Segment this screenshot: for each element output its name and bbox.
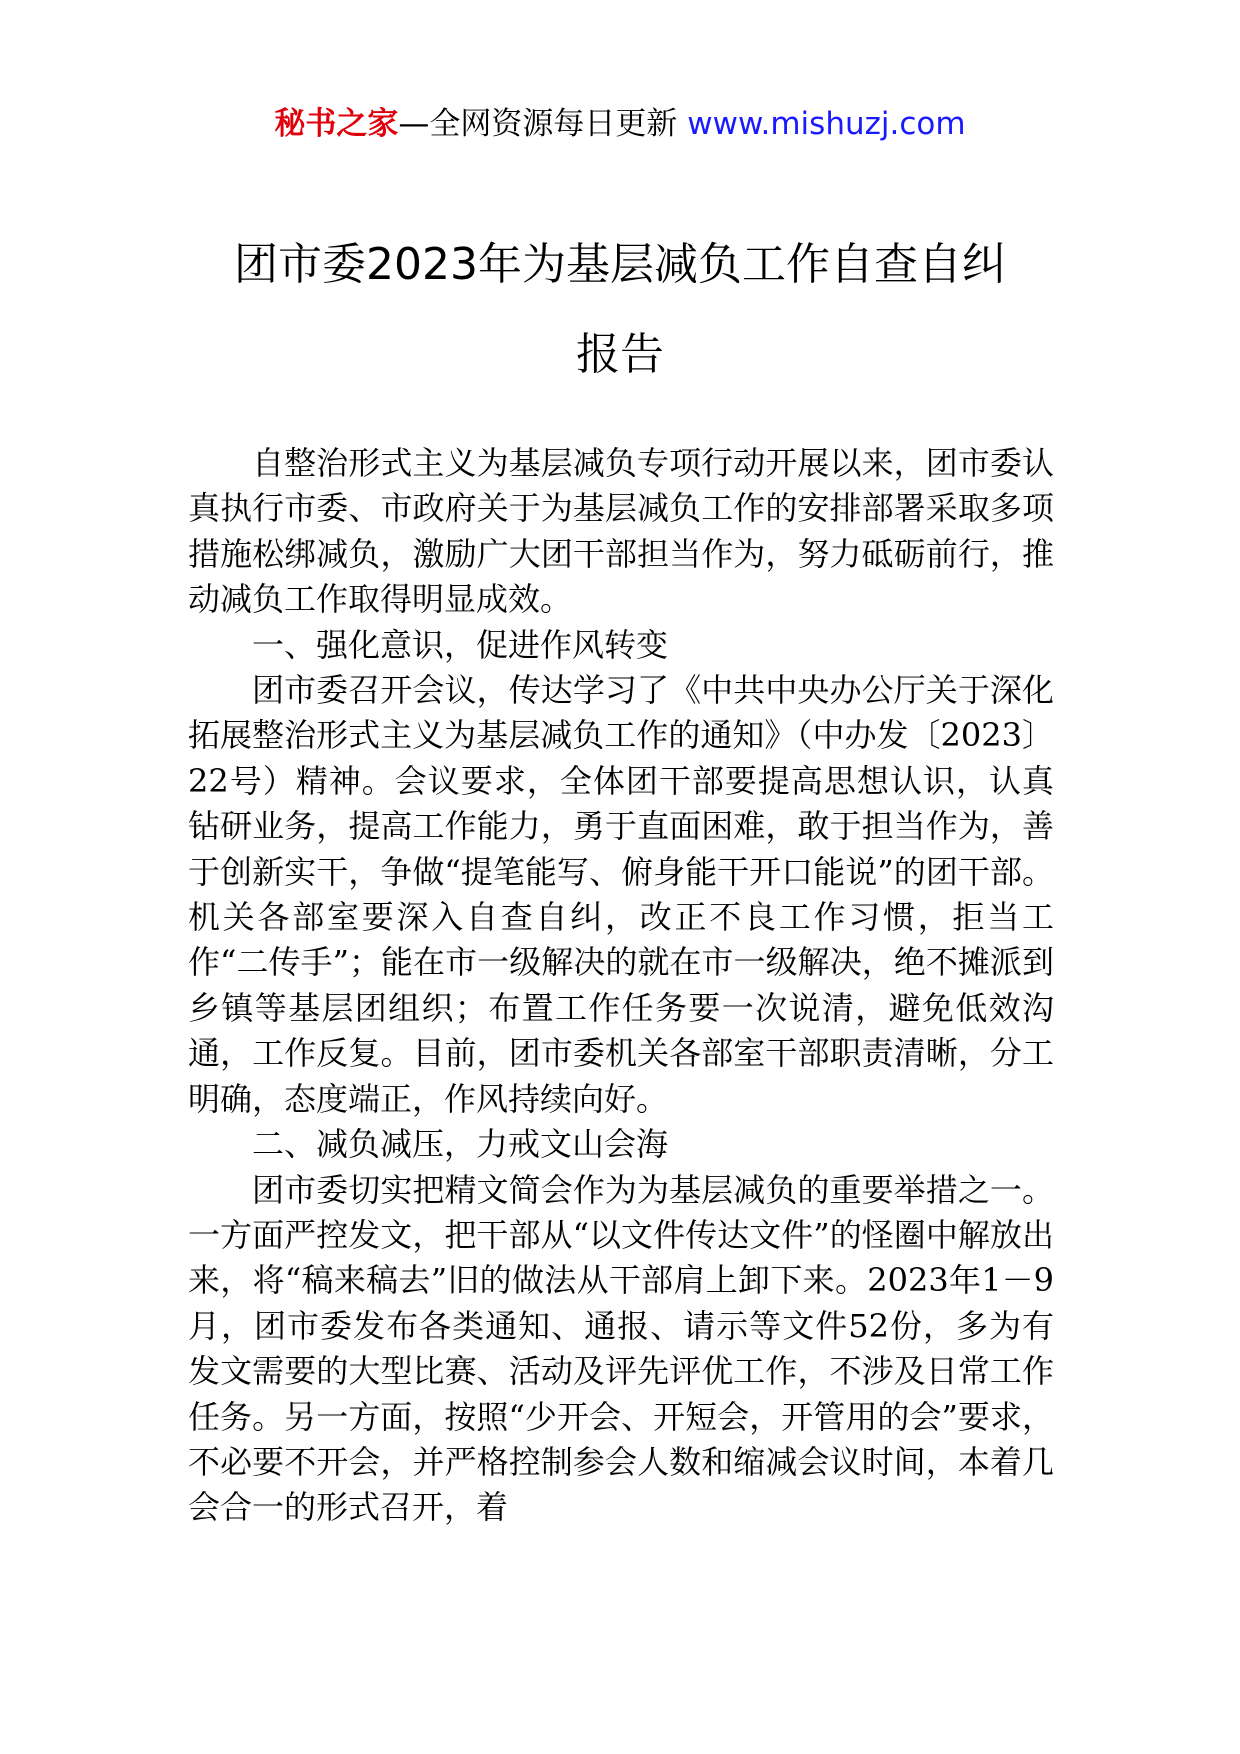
document-body: [188, 441, 1054, 1531]
site-url-link[interactable]: www.mishuzj.com: [687, 106, 966, 142]
site-tagline: —全网资源每日更新: [398, 106, 688, 142]
document-title-line-1: 团市委2023年为基层减负工作自查自纠: [234, 239, 1006, 290]
section-2-paragraph: 团市委切实把精文简会作为为基层减负的重要举措之一。一方面严控发文，把干部从“以文件传达文件”的怪圈中解放出来，将“稿来稿去”旧的做法从干部肩上卸下来。2023年1－9月，团市委发布各类通知、通报、请示等文件52份，多为有发文需要的大型比赛、活动及评先评优工作，不涉及日常工作任务。另一方面，按照“少开会、开短会，开管用的会”要求，不必要不开会，并严格控制参会人数和缩减会议时间，本着几会合一的形式召开，着: [188, 1170, 1054, 1527]
document-title: [150, 220, 1090, 400]
site-header: [0, 102, 1240, 146]
section-1-paragraph: 团市委召开会议，传达学习了《中共中央办公厅关于深化拓展整治形式主义为基层减负工作的通知》（中办发〔2023〕22号）精神。会议要求，全体团干部要提高思想认识，认真钻研业务，提高工作能力，勇于直面困难，敢于担当作为，善于创新实干，争做“提笔能写、俯身能干开口能说”的团干部。机关各部室要深入自查自纠，改正不良工作习惯，拒当工作“二传手”；能在市一级解决的就在市一级解决，绝不摊派到乡镇等基层团组织；布置工作任务要一次说清，避免低效沟通，工作反复。目前，团市委机关各部室干部职责清晰，分工明确，态度端正，作风持续向好。: [188, 671, 1054, 1118]
section-heading-2: 二、减负减压，力戒文山会海: [252, 1125, 669, 1164]
intro-paragraph: 自整治形式主义为基层减负专项行动开展以来，团市委认真执行市委、市政府关于为基层减负工作的安排部署采取多项措施松绑减负，激励广大团干部担当作为，努力砥砺前行，推动减负工作取得明显成效。: [188, 444, 1054, 619]
document-title-line-2: 报告: [576, 329, 664, 380]
site-brand: 秘书之家: [274, 106, 399, 142]
section-heading-1: 一、强化意识，促进作风转变: [252, 625, 669, 664]
